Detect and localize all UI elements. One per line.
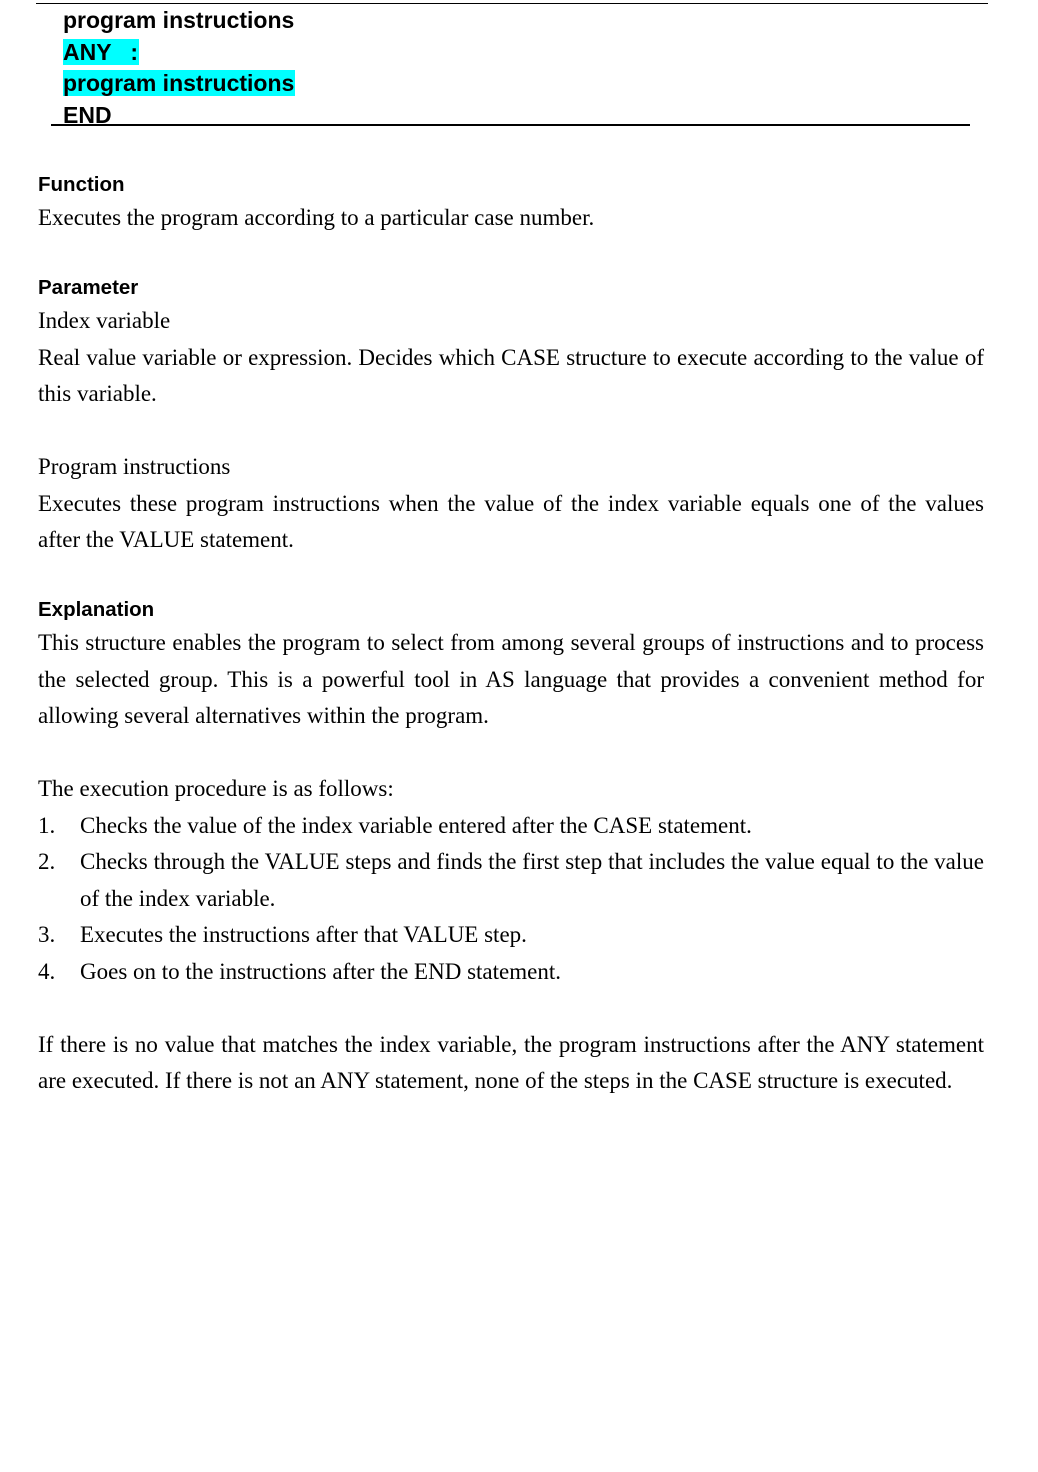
code-line-any: [63, 37, 295, 69]
program-instructions-title: Program instructions: [38, 454, 231, 479]
parameter-heading: Parameter: [38, 276, 139, 299]
code-line-program-instructions: program instructions: [63, 7, 295, 33]
explanation-heading: Explanation: [38, 598, 155, 621]
procedure-steps: [38, 808, 984, 991]
index-variable-text: Real value variable or expression. Decides which CASE structure to execute according to the value of this variable.: [38, 344, 984, 406]
step-number: 1.: [38, 812, 56, 838]
code-line-end: END: [63, 101, 112, 128]
step-number: 2.: [38, 849, 56, 874]
list-item: [38, 954, 984, 991]
step-text: Goes on to the instructions after the END statement.: [80, 958, 561, 984]
step-text: Checks the value of the index variable entered after the CASE statement.: [80, 812, 752, 838]
function-text: Executes the program according to a particular case number.: [38, 205, 595, 230]
list-item: [38, 917, 984, 954]
bottom-divider: [51, 124, 970, 126]
highlighted-any-statement: ANY :: [63, 38, 138, 65]
step-number: 4.: [38, 958, 56, 984]
procedure-intro: The execution procedure is as follows:: [38, 776, 394, 801]
step-text: Executes the instructions after that VALUE step.: [80, 922, 527, 947]
list-item: [38, 808, 984, 845]
list-item: [38, 844, 984, 917]
closing-paragraph: If there is no value that matches the index variable, the program instructions after the ANY statement are executed. If there is not an ANY statement, none of the steps in the CASE structure is executed.: [38, 1031, 984, 1093]
step-text: Checks through the VALUE steps and finds the first step that includes the value equal to the value of the index variable.: [80, 849, 984, 911]
top-divider: [36, 3, 988, 4]
function-heading: Function: [38, 173, 125, 196]
index-variable-title: Index variable: [38, 308, 171, 333]
program-instructions-text: Executes these program instructions when the value of the index variable equals one of the values after the VALUE statement.: [38, 490, 984, 552]
document-body: [38, 170, 984, 1100]
highlighted-program-instructions: program instructions: [63, 70, 295, 96]
code-line-any-program-instructions: [63, 68, 295, 100]
step-number: 3.: [38, 922, 56, 947]
explanation-intro: This structure enables the program to select from among several groups of instructions and to process the selected group. This is a powerful tool in AS language that provides a convenient method for allowing several alternatives within the program.: [38, 630, 984, 728]
code-syntax-block: [63, 5, 295, 131]
